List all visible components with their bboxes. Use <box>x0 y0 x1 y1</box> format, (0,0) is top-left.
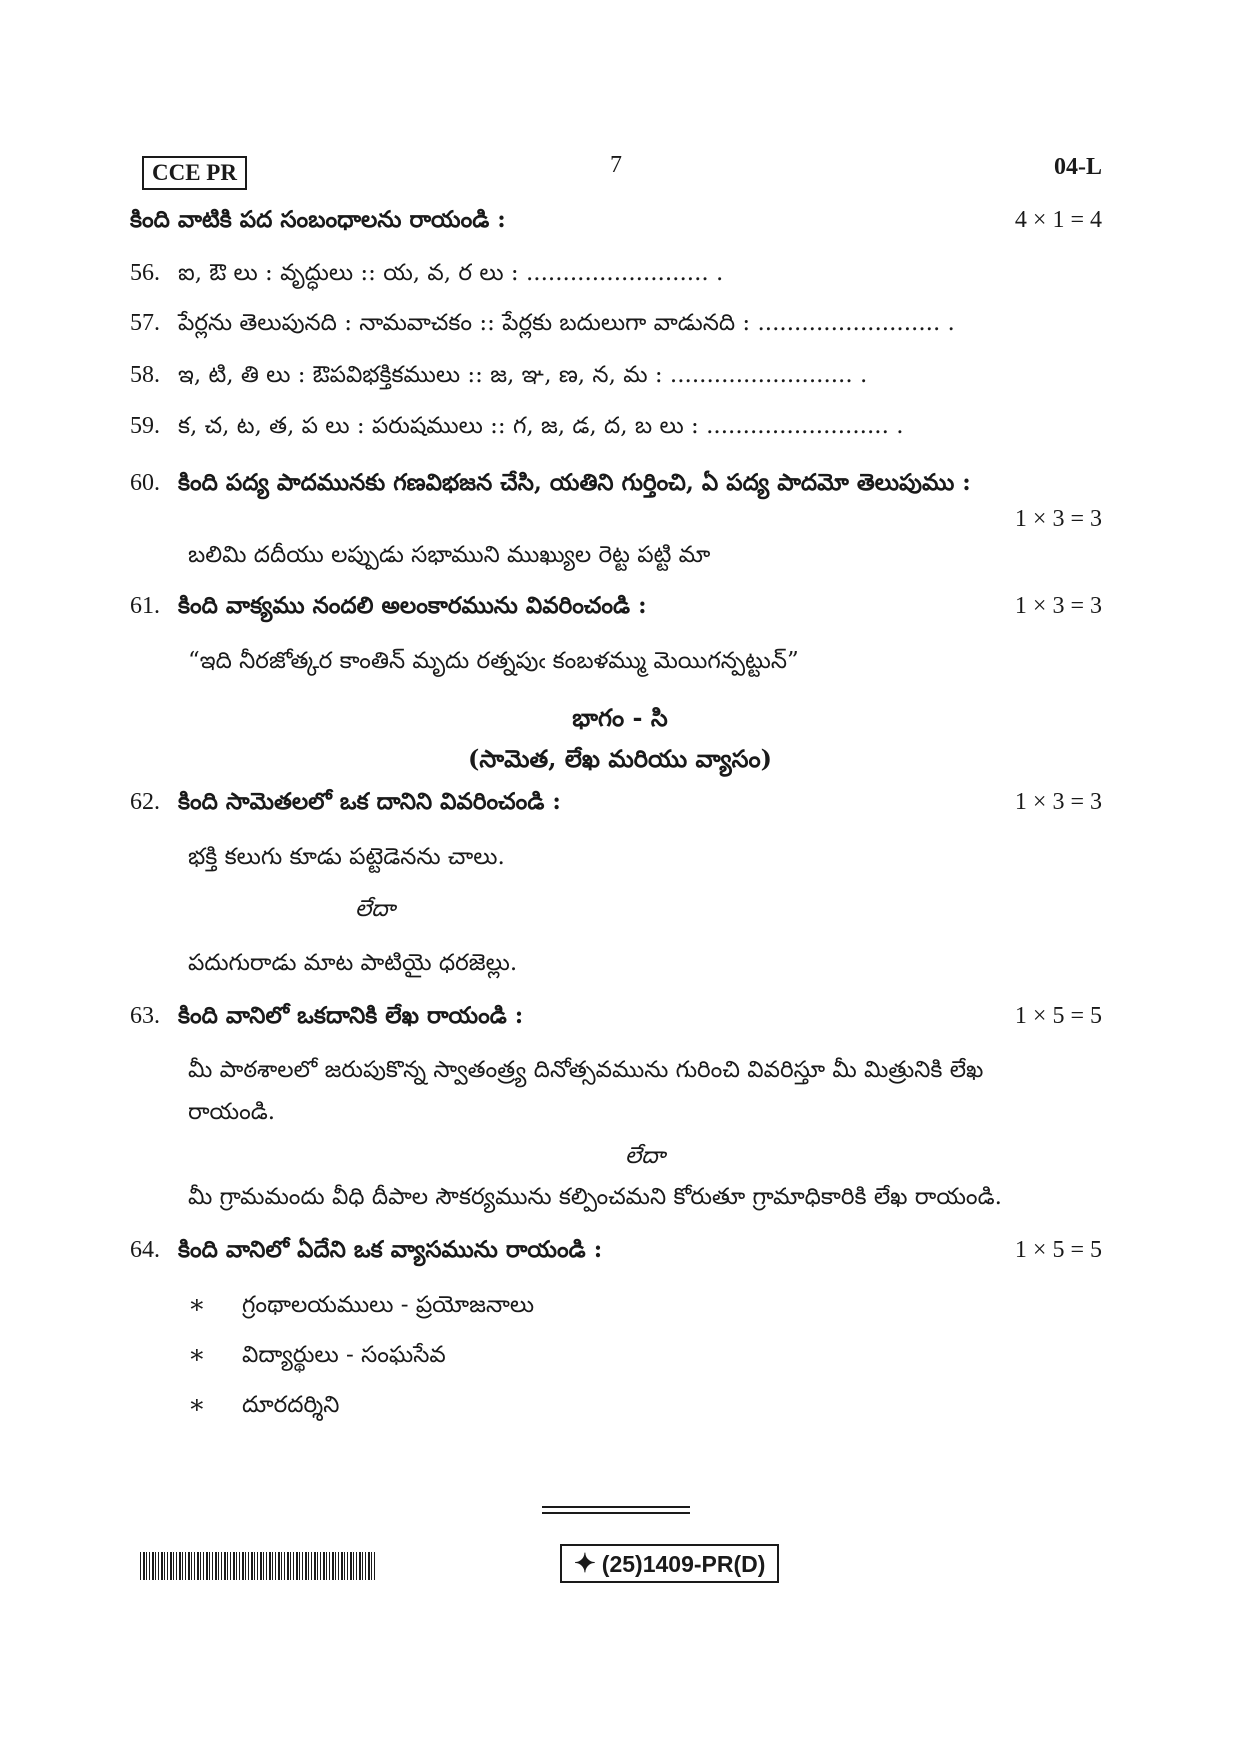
essay-topic-3: దూరదర్శిని <box>242 1392 340 1418</box>
question-63-option-1-line-1: మీ పాఠశాలలో జరుపుకొన్న స్వాతంత్ర్య దినోత్సవమును గురించి వివరిస్తూ మీ మిత్రునికి లేఖ <box>188 1057 984 1083</box>
question-number: 59. <box>130 413 160 439</box>
question-63-option-2: మీ గ్రామమందు వీధి దీపాల సౌకర్యమును కల్పించమని కోరుతూ గ్రామాధికారికి లేఖ రాయండి. <box>188 1184 1002 1210</box>
essay-topic-2: విద్యార్థులు - సంఘసేవ <box>242 1342 446 1368</box>
question-text: పేర్లను తెలుపునది : నామవాచకం :: పేర్లకు బదులుగా వాడునది : ......................... . <box>178 310 955 336</box>
question-60-verse: బలిమి దదీయు లప్పుడు సభాముని ముఖ్యుల రెట్ట పట్టి మా <box>188 542 711 568</box>
question-number: 58. <box>130 362 160 388</box>
bullet-icon: ∗ <box>188 1390 206 1420</box>
bullet-icon: ∗ <box>188 1290 206 1320</box>
or-label: లేదా <box>625 1143 666 1169</box>
question-62-option-1: భక్తి కలుగు కూడు పట్టెడెనను చాలు. <box>188 844 505 870</box>
question-number: 57. <box>130 310 160 336</box>
question-text: ఇ, టి, తి లు : ఔపవిభక్తికములు :: జ, ఞ, ణ, న, మ : ......................... . <box>178 362 868 388</box>
question-62 <box>130 787 1102 817</box>
question-61-marks: 1 × 3 = 3 <box>1014 593 1102 619</box>
bullet-icon: ∗ <box>188 1340 206 1370</box>
question-text: కింది సామెతలలో ఒక దానిని వివరించండి : <box>178 788 561 815</box>
star-icon: ✦ <box>574 1548 596 1578</box>
end-rule <box>542 1512 690 1514</box>
question-number: 61. <box>130 593 160 619</box>
question-64-marks: 1 × 5 = 5 <box>1014 1237 1102 1263</box>
question-text: కింది వానిలో ఏదేని ఒక వ్యాసమును రాయండి : <box>178 1236 603 1263</box>
question-59 <box>130 411 1102 441</box>
question-63 <box>130 1001 1102 1031</box>
essay-topic-1: గ్రంథాలయములు - ప్రయోజనాలు <box>242 1292 535 1318</box>
question-61-quote: “ఇది నీరజోత్కర కాంతిన్ మృదు రత్నపుఁ కంబళమ్ము మెయిగన్పట్టున్” <box>188 648 799 674</box>
question-61 <box>130 591 1102 621</box>
question-63-option-1-line-2: రాయండి. <box>188 1099 276 1125</box>
page-number: 7 <box>610 152 622 178</box>
question-text: ఐ, ఔ లు : వృద్ధులు :: య, వ, ర లు : ......................... . <box>178 260 724 286</box>
question-63-marks: 1 × 5 = 5 <box>1014 1003 1102 1029</box>
question-62-marks: 1 × 3 = 3 <box>1014 789 1102 815</box>
question-number: 63. <box>130 1003 160 1029</box>
header-code-box: CCE PR <box>142 156 247 190</box>
question-58 <box>130 360 1102 390</box>
or-label: లేదా <box>355 896 396 922</box>
footer-code-box <box>560 1544 779 1583</box>
question-64 <box>130 1235 1102 1265</box>
question-62-option-2: పదుగురాడు మాట పాటియై ధరజెల్లు. <box>188 950 518 976</box>
question-56 <box>130 258 1102 288</box>
part-c-subtitle: (సామెత, లేఖ మరియు వ్యాసం) <box>467 744 773 773</box>
section-marks: 4 × 1 = 4 <box>1014 207 1102 233</box>
question-60 <box>130 468 1102 498</box>
section-instruction: కింది వాటికి పద సంబంధాలను రాయండి : <box>130 206 506 233</box>
question-text: కింది వాక్యము నందలి అలంకారమును వివరించండి : <box>178 592 647 619</box>
question-text: కింది పద్య పాదమునకు గణవిభజన చేసి, యతిని గుర్తించి, ఏ పద్య పాదమో తెలుపుము : <box>178 469 971 496</box>
question-57 <box>130 308 1102 338</box>
question-number: 64. <box>130 1237 160 1263</box>
paper-code: 04-L <box>1054 154 1102 180</box>
barcode <box>140 1552 376 1580</box>
question-number: 56. <box>130 260 160 286</box>
footer-code: (25)1409-PR(D) <box>601 1551 766 1577</box>
question-text: క, చ, ట, త, ప లు : పరుషములు :: గ, జ, డ, ద, బ లు : ......................... . <box>178 413 904 439</box>
part-c-title: భాగం - సి <box>572 703 668 732</box>
end-rule <box>542 1506 690 1508</box>
question-text: కింది వానిలో ఒకదానికి లేఖ రాయండి : <box>178 1002 524 1029</box>
question-60-marks: 1 × 3 = 3 <box>1014 506 1102 532</box>
question-number: 60. <box>130 470 160 496</box>
question-number: 62. <box>130 789 160 815</box>
